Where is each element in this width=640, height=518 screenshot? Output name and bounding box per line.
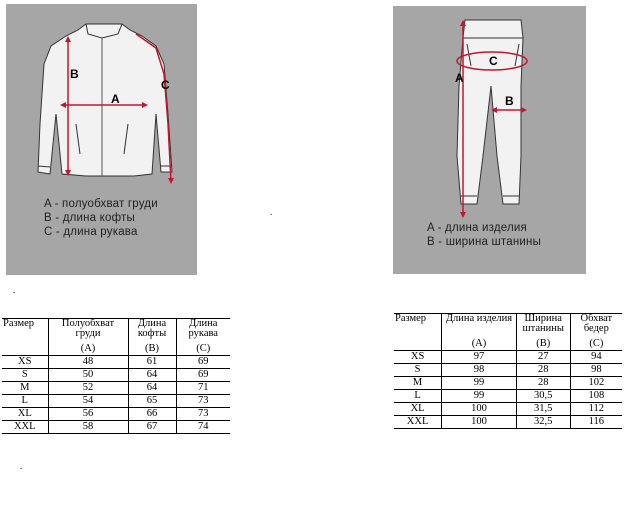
header-length: Длина кофты: [128, 319, 176, 344]
cell: XL: [394, 403, 442, 416]
table-code-row: [2, 343, 230, 356]
table-row: [394, 390, 622, 403]
header-leg-width: Ширина штанины: [516, 314, 570, 339]
cell: 54: [48, 395, 128, 408]
cell: M: [2, 382, 48, 395]
cell: XL: [2, 408, 48, 421]
jacket-diagram: [6, 4, 197, 275]
code-leg-width: (B): [516, 338, 570, 351]
header-size: Размер: [2, 319, 48, 344]
jacket-caption-a: A - полуобхват груди: [44, 198, 158, 210]
pants-label-b: B: [505, 94, 514, 108]
cell: 30,5: [516, 390, 570, 403]
table-row: [394, 364, 622, 377]
cell: L: [2, 395, 48, 408]
header-size: Размер: [394, 314, 442, 339]
cell: 66: [128, 408, 176, 421]
jacket-caption-c: C - длина рукава: [44, 226, 138, 238]
cell: 48: [48, 356, 128, 369]
stray-dot-3: .: [20, 461, 23, 471]
pants-diagram: [393, 6, 586, 274]
pants-label-c: C: [489, 54, 498, 68]
header-hip: Обхват бедер: [570, 314, 622, 339]
table-row: [2, 382, 230, 395]
table-row: [394, 403, 622, 416]
cell: 112: [570, 403, 622, 416]
cell: XS: [394, 351, 442, 364]
cell: 100: [442, 403, 517, 416]
table-row: [2, 408, 230, 421]
jacket-label-b: B: [70, 67, 79, 81]
cell: 28: [516, 364, 570, 377]
cell: 61: [128, 356, 176, 369]
cell: 52: [48, 382, 128, 395]
cell: 73: [176, 408, 230, 421]
cell: 50: [48, 369, 128, 382]
cell: 58: [48, 421, 128, 434]
table-row: [2, 421, 230, 434]
jacket-label-c: C: [161, 78, 170, 92]
code-hip: (C): [570, 338, 622, 351]
cell: S: [394, 364, 442, 377]
table-row: [2, 395, 230, 408]
cell: S: [2, 369, 48, 382]
pants-size-table: [394, 313, 622, 429]
pants-caption-a: A - длина изделия: [427, 222, 527, 234]
table-row: [394, 377, 622, 390]
header-chest: Полуобхват груди: [48, 319, 128, 344]
table-code-row: [394, 338, 622, 351]
cell: L: [394, 390, 442, 403]
cell: 56: [48, 408, 128, 421]
cell: 27: [516, 351, 570, 364]
code-sleeve: (C): [176, 343, 230, 356]
cell: 64: [128, 382, 176, 395]
cell: 108: [570, 390, 622, 403]
cell: 102: [570, 377, 622, 390]
cell: 31,5: [516, 403, 570, 416]
code-length: (A): [442, 338, 517, 351]
stray-dot-1: .: [13, 285, 16, 295]
cell: 98: [570, 364, 622, 377]
jacket-size-table: [2, 318, 230, 434]
cell: XXL: [2, 421, 48, 434]
table-row: [2, 356, 230, 369]
code-size: [2, 343, 48, 356]
header-length: Длина изделия: [442, 314, 517, 339]
cell: 94: [570, 351, 622, 364]
header-sleeve: Длина рукава: [176, 319, 230, 344]
cell: 100: [442, 416, 517, 429]
cell: M: [394, 377, 442, 390]
cell: 116: [570, 416, 622, 429]
cell: 97: [442, 351, 517, 364]
cell: 32,5: [516, 416, 570, 429]
cell: 28: [516, 377, 570, 390]
jacket-label-a: A: [111, 92, 120, 106]
table-row: [394, 416, 622, 429]
cell: 69: [176, 356, 230, 369]
table-header-row: [2, 319, 230, 344]
code-size: [394, 338, 442, 351]
cell: 69: [176, 369, 230, 382]
table-row: [2, 369, 230, 382]
cell: 65: [128, 395, 176, 408]
cell: 74: [176, 421, 230, 434]
cell: 99: [442, 390, 517, 403]
cell: 64: [128, 369, 176, 382]
code-length: (B): [128, 343, 176, 356]
stray-dot-2: .: [270, 207, 273, 217]
jacket-caption-b: B - длина кофты: [44, 212, 135, 224]
cell: XS: [2, 356, 48, 369]
cell: 71: [176, 382, 230, 395]
cell: XXL: [394, 416, 442, 429]
cell: 99: [442, 377, 517, 390]
code-chest: (A): [48, 343, 128, 356]
cell: 67: [128, 421, 176, 434]
pants-caption-b: B - ширина штанины: [427, 236, 542, 248]
cell: 73: [176, 395, 230, 408]
cell: 98: [442, 364, 517, 377]
pants-label-a: A: [455, 71, 464, 85]
table-row: [394, 351, 622, 364]
table-header-row: [394, 314, 622, 339]
